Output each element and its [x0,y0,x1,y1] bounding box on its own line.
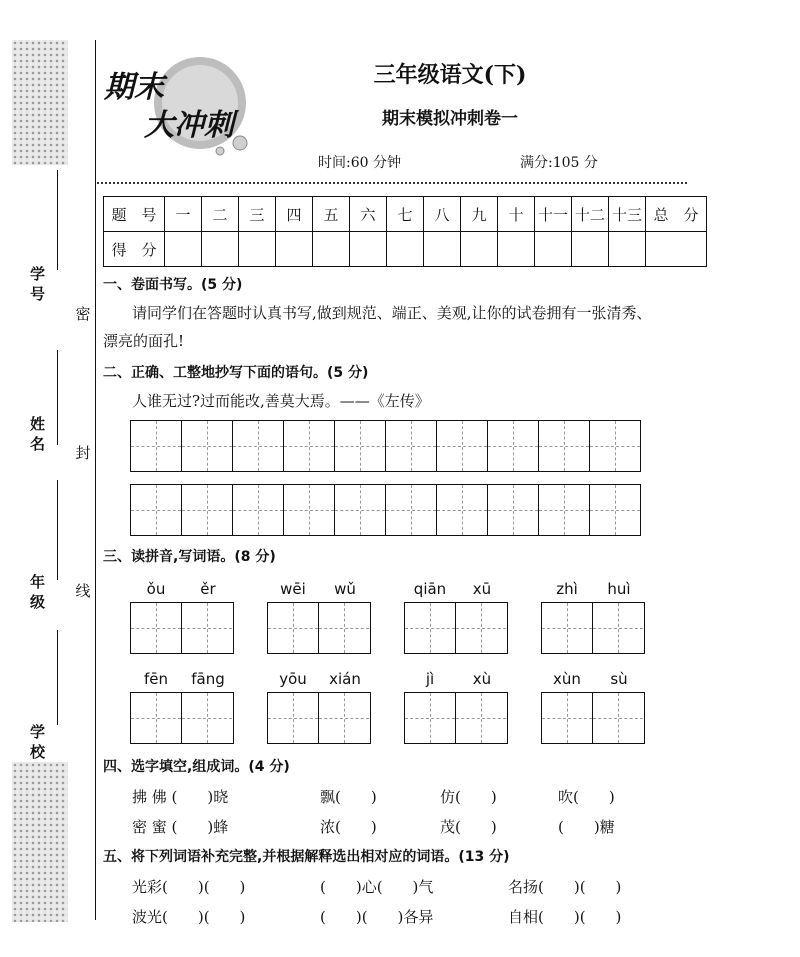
score-table-score-row [104,232,707,267]
col-5: 五 [313,197,350,232]
pinyin-word-5 [130,670,234,744]
answer-cell[interactable] [319,603,369,653]
writing-cell[interactable] [386,485,437,535]
answer-cell[interactable] [593,693,643,743]
label-student-id: 学号 [30,265,46,303]
logo [100,48,250,158]
col-11: 十一 [535,197,572,232]
answer-cell[interactable] [405,693,456,743]
label-grade: 年级 [30,573,46,611]
pinyin: xū [472,580,492,598]
seal-line [95,40,96,920]
section-2-title: 二、正确、工整地抄写下面的语句。(5 分) [103,365,369,381]
header-dotted-divider [97,182,687,184]
score-cell[interactable] [202,232,239,267]
writing-cell[interactable] [437,485,488,535]
writing-cell[interactable] [488,421,539,471]
answer-cell[interactable] [542,693,593,743]
col-4: 四 [276,197,313,232]
pinyin: xù [472,670,492,688]
copy-grid-row-2[interactable] [130,484,641,536]
writing-cell[interactable] [539,421,590,471]
seal-char-xian: 线 [75,582,91,600]
pinyin-word-4 [541,580,645,654]
pinyin: sù [610,670,628,688]
logo-text-2: 大冲刺 [144,108,234,143]
question-number-label: 题 号 [104,197,165,232]
idiom-item[interactable]: ( )( )各异 [320,908,434,926]
seal-char-mi: 密 [75,305,91,323]
answer-cell[interactable] [182,603,232,653]
total-label: 总 分 [646,197,707,232]
pinyin: zhì [556,580,578,598]
pinyin: wēi [280,580,306,598]
score-cell[interactable] [350,232,387,267]
idiom-item[interactable]: 光彩( )( ) [132,878,246,896]
pinyin-word-2 [267,580,371,654]
page-title: 三年级语文(下) [373,62,527,88]
answer-cell[interactable] [268,693,319,743]
col-9: 九 [461,197,498,232]
section-4-title: 四、选字填空,组成词。(4 分) [103,759,290,775]
binding-pattern-top [12,40,68,165]
answer-cell[interactable] [542,603,593,653]
score-table-header-row [104,197,707,232]
pinyin: huì [607,580,631,598]
pinyin: jì [425,670,435,688]
answer-cell[interactable] [593,603,643,653]
answer-cell[interactable] [131,603,182,653]
fill-item[interactable]: 吹( ) [558,788,615,806]
section-3-title: 三、读拼音,写词语。(8 分) [103,549,276,565]
col-13: 十三 [609,197,646,232]
pinyin-word-8 [541,670,645,744]
score-cell[interactable] [535,232,572,267]
school-line[interactable] [57,630,58,725]
col-10: 十 [498,197,535,232]
writing-cell[interactable] [590,421,640,471]
pinyin-word-6 [267,670,371,744]
score-cell[interactable] [313,232,350,267]
pinyin-word-1 [130,580,234,654]
pinyin: ǒu [146,580,166,598]
writing-cell[interactable] [335,485,386,535]
fill-item[interactable]: 茂( ) [440,818,497,836]
answer-cell[interactable] [456,693,506,743]
pinyin: ěr [200,580,216,598]
writing-cell[interactable] [182,421,233,471]
pinyin: xùn [553,670,581,688]
score-cell[interactable] [498,232,535,267]
col-6: 六 [350,197,387,232]
writing-cell[interactable] [182,485,233,535]
page-subtitle: 期末模拟冲刺卷一 [382,109,518,129]
col-7: 七 [387,197,424,232]
section-2-quote: 人谁无过?过而能改,善莫大焉。——《左传》 [132,392,430,410]
seal-char-feng: 封 [75,444,91,462]
col-3: 三 [239,197,276,232]
fill-item[interactable]: ( )糖 [558,818,615,836]
score-cell[interactable] [609,232,646,267]
idiom-item[interactable]: ( )心( )气 [320,878,434,896]
pinyin: fēn [143,670,169,688]
idiom-item[interactable]: 名扬( )( ) [508,878,622,896]
pinyin: xián [329,670,361,688]
col-1: 一 [165,197,202,232]
writing-cell[interactable] [233,421,284,471]
copy-grid-row-1[interactable] [130,420,641,472]
answer-cell[interactable] [405,603,456,653]
pinyin: qiān [413,580,447,598]
answer-cell[interactable] [456,603,506,653]
idiom-item[interactable]: 波光( )( ) [132,908,246,926]
writing-cell[interactable] [437,421,488,471]
writing-cell[interactable] [131,485,182,535]
name-line[interactable] [57,350,58,445]
label-name: 姓名 [30,415,46,453]
exam-full-score: 满分:105 分 [520,155,598,171]
total-score-cell[interactable] [646,232,707,267]
section-5-title: 五、将下列词语补充完整,并根据解释选出相对应的词语。(13 分) [103,849,510,865]
score-cell[interactable] [165,232,202,267]
score-cell[interactable] [461,232,498,267]
exam-time: 时间:60 分钟 [318,155,401,171]
grade-line[interactable] [57,480,58,580]
pinyin: wǔ [334,580,356,598]
col-8: 八 [424,197,461,232]
writing-cell[interactable] [590,485,640,535]
section-1-title: 一、卷面书写。(5 分) [103,277,243,293]
pinyin-word-3 [404,580,508,654]
binding-pattern-bottom [12,762,68,922]
idiom-item[interactable]: 自相( )( ) [508,908,622,926]
fill-item[interactable]: 仿( ) [440,788,497,806]
writing-cell[interactable] [335,421,386,471]
writing-cell[interactable] [284,421,335,471]
answer-cell[interactable] [131,693,182,743]
score-cell[interactable] [387,232,424,267]
writing-cell[interactable] [284,485,335,535]
section-1-text-line1: 请同学们在答题时认真书写,做到规范、端正、美观,让你的试卷拥有一张清秀、 [132,304,652,322]
writing-cell[interactable] [386,421,437,471]
student-id-line[interactable] [57,170,58,270]
writing-cell[interactable] [233,485,284,535]
writing-cell[interactable] [539,485,590,535]
score-cell[interactable] [424,232,461,267]
score-label: 得 分 [104,232,165,267]
logo-text-1: 期末 [104,70,164,105]
answer-cell[interactable] [268,603,319,653]
col-12: 十二 [572,197,609,232]
fill-item[interactable]: 拂 佛 ( )晓 [132,788,229,806]
fill-item[interactable]: 浓( ) [320,818,377,836]
writing-cell[interactable] [131,421,182,471]
score-table [103,196,707,267]
score-cell[interactable] [276,232,313,267]
label-school: 学校 [30,723,46,761]
fill-item[interactable]: 飘( ) [320,788,377,806]
pinyin: yōu [279,670,307,688]
section-1-text-line2: 漂亮的面孔! [103,332,185,350]
pinyin-word-7 [404,670,508,744]
pinyin: fāng [191,670,225,688]
writing-cell[interactable] [488,485,539,535]
answer-cell[interactable] [182,693,232,743]
score-cell[interactable] [572,232,609,267]
col-2: 二 [202,197,239,232]
answer-cell[interactable] [319,693,369,743]
score-cell[interactable] [239,232,276,267]
fill-item[interactable]: 密 蜜 ( )蜂 [132,818,229,836]
